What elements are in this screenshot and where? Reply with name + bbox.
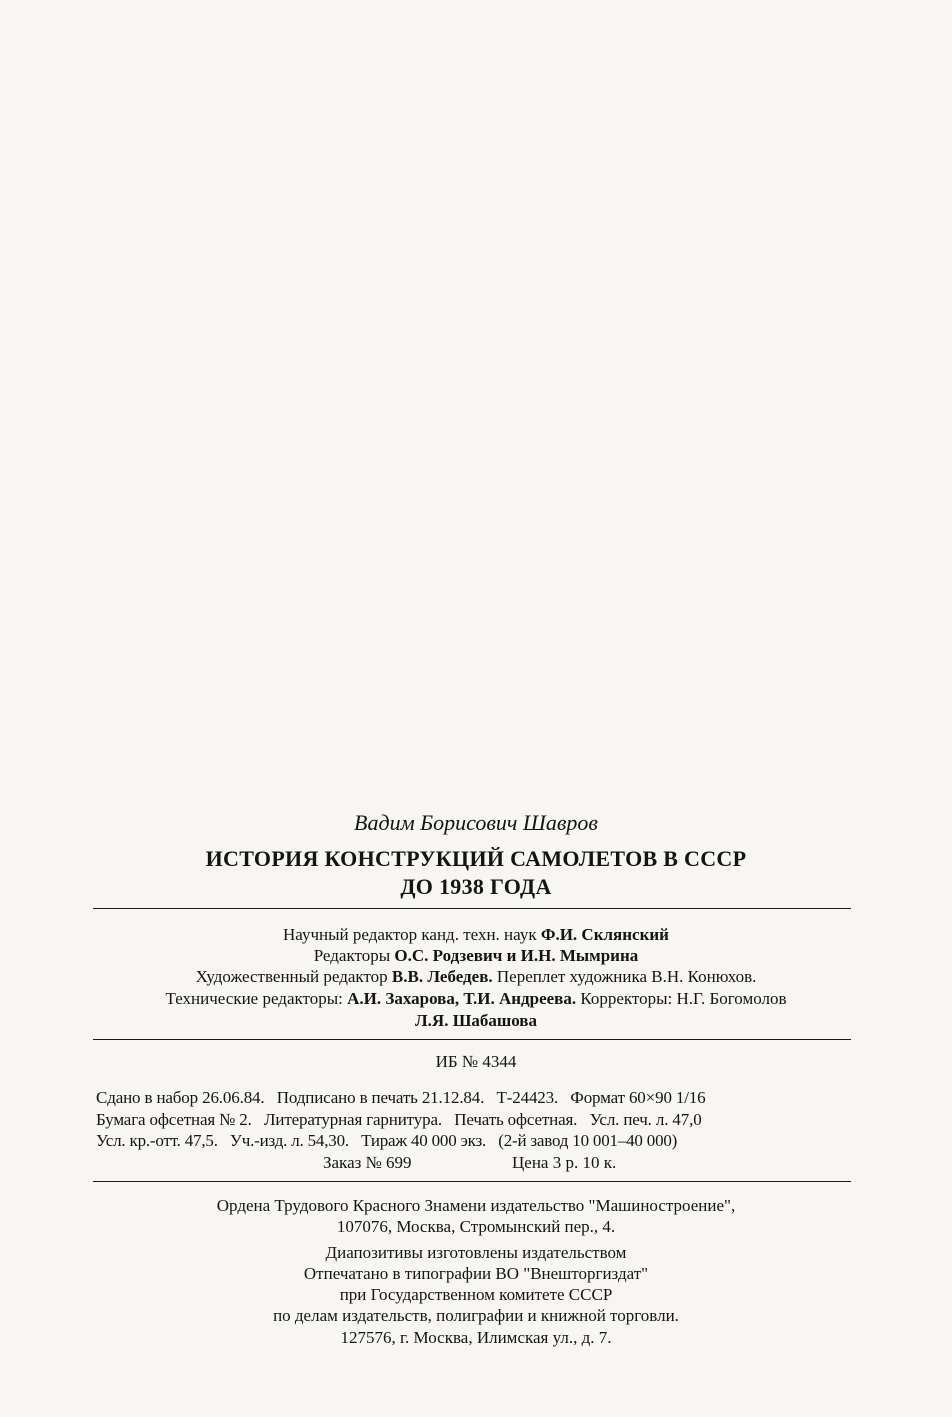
divider bbox=[93, 1181, 851, 1182]
imprint-line: Бумага офсетная № 2. Литературная гарнитура. Печать офсетная. Усл. печ. л. 47,0 bbox=[96, 1110, 702, 1129]
publisher-line: Ордена Трудового Красного Знамени издательство "Машиностроение", bbox=[216, 1196, 736, 1215]
credit-line: Редакторы О.С. Родзевич и И.Н. Мымрина bbox=[313, 946, 639, 965]
order-number: Заказ № 699 bbox=[323, 1153, 412, 1172]
divider bbox=[93, 1039, 851, 1040]
printer-line: Отпечатано в типографии ВО "Внешторгиздат" bbox=[303, 1264, 649, 1283]
printer-line: Диапозитивы изготовлены издательством bbox=[325, 1243, 627, 1262]
publisher-address: 107076, Москва, Стромынский пер., 4. bbox=[336, 1217, 616, 1236]
ib-number: ИБ № 4344 bbox=[435, 1052, 517, 1071]
book-title-line-1: ИСТОРИЯ КОНСТРУКЦИЙ САМОЛЕТОВ В СССР bbox=[205, 846, 747, 871]
credit-line: Л.Я. Шабашова bbox=[415, 1011, 537, 1030]
imprint-line: Усл. кр.-отт. 47,5. Уч.-изд. л. 54,30. Тираж 40 000 экз. (2-й завод 10 001–40 000) bbox=[96, 1131, 678, 1150]
printer-line: по делам издательств, полиграфии и книжной торговли. bbox=[273, 1306, 679, 1325]
printer-address: 127576, г. Москва, Илимская ул., д. 7. bbox=[340, 1328, 612, 1347]
credit-line: Технические редакторы: А.И. Захарова, Т.И. Андреева. Корректоры: Н.Г. Богомолов bbox=[165, 989, 787, 1008]
author-name: Вадим Борисович Шавров bbox=[354, 810, 598, 835]
imprint-line: Сдано в набор 26.06.84. Подписано в печать 21.12.84. Т-24423. Формат 60×90 1/16 bbox=[96, 1088, 706, 1107]
credit-line: Художественный редактор В.В. Лебедев. Переплет художника В.Н. Конюхов. bbox=[195, 967, 757, 986]
divider bbox=[93, 908, 851, 909]
credit-line: Научный редактор канд. техн. наук Ф.И. Склянский bbox=[283, 925, 669, 944]
price: Цена 3 р. 10 к. bbox=[512, 1153, 617, 1172]
book-title-line-2: ДО 1938 ГОДА bbox=[400, 874, 552, 899]
printer-line: при Государственном комитете СССР bbox=[339, 1285, 613, 1304]
